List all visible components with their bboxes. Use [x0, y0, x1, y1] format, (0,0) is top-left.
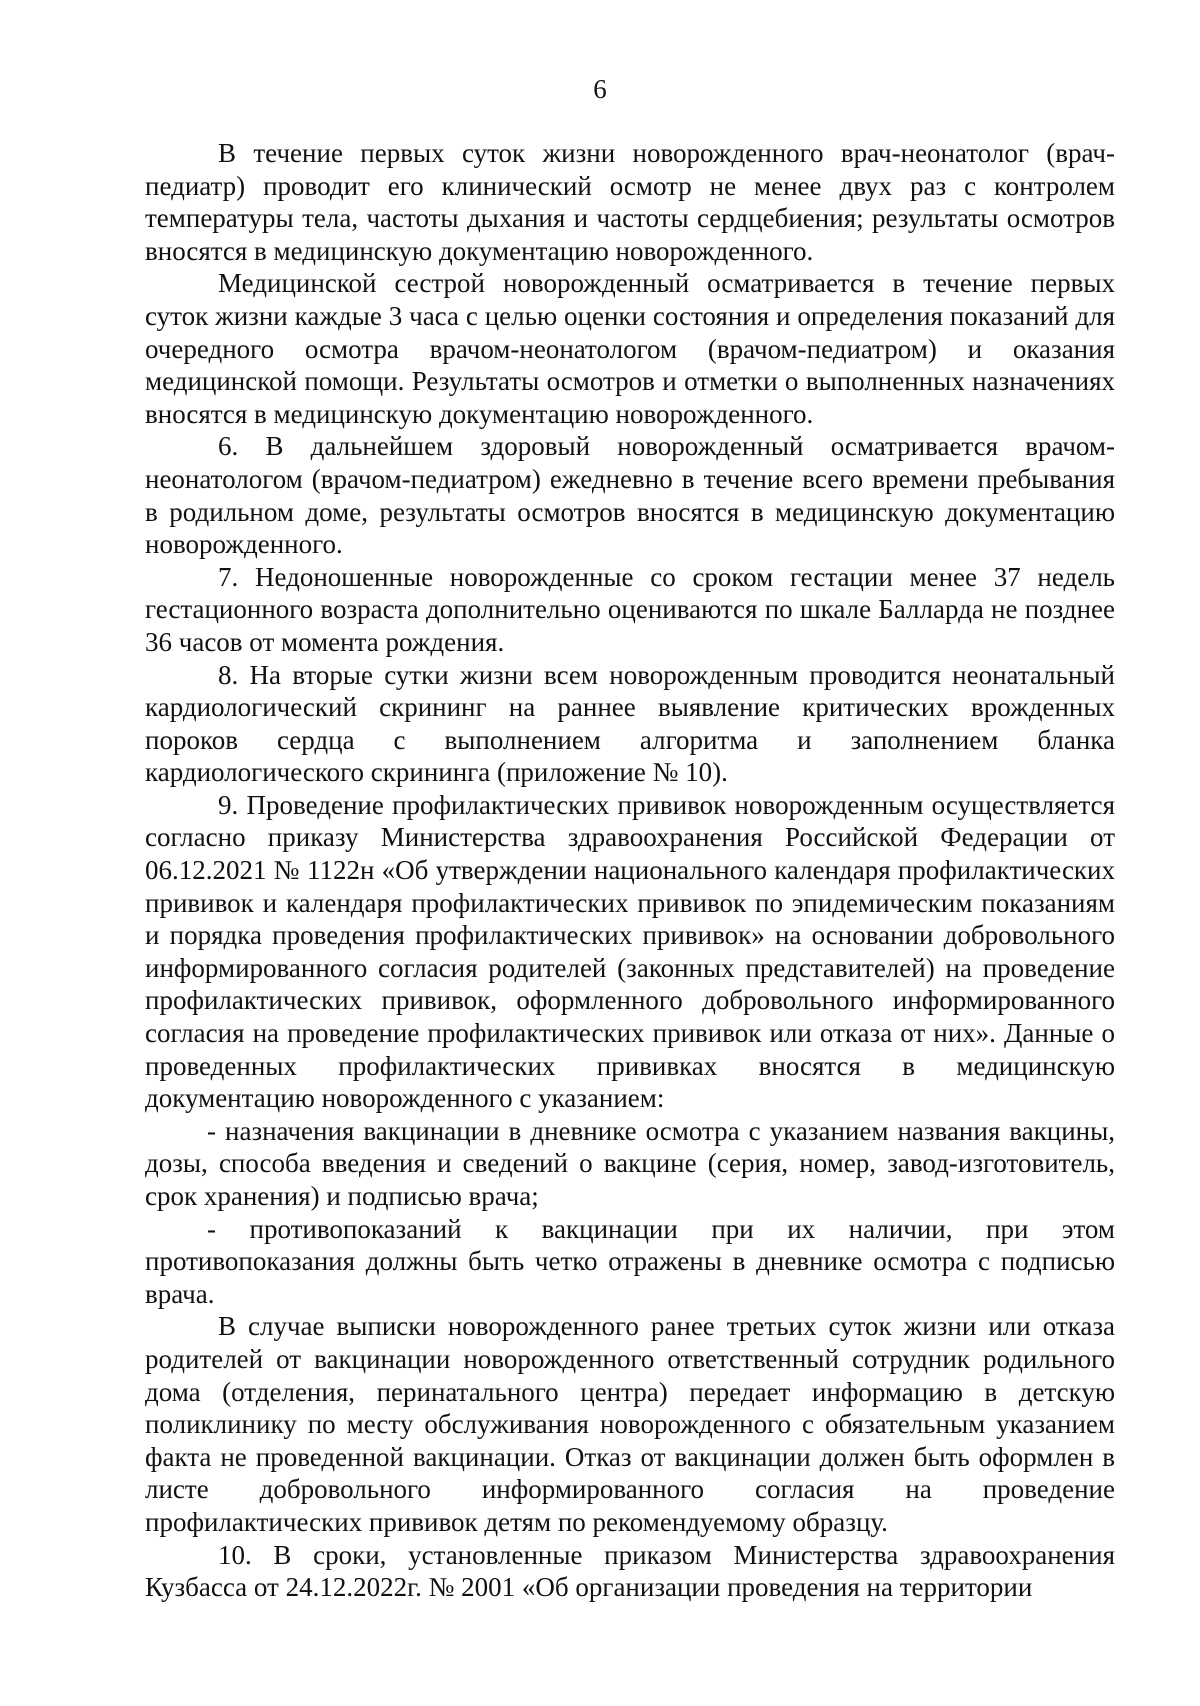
paragraph-item-7: 7. Недоношенные новорожденные со сроком гестации менее 37 недель гестационного возраста дополнительно оцениваются по шкале Балларда не позднее 36 часов от момента рождения. [145, 561, 1115, 657]
paragraph-item-8: 8. На вторые сутки жизни всем новорожденным проводится неонатальный кардиологический скрининг на раннее выявление критических врожденных пороков сердца с выполнением алгоритма и заполнением бланка кардиологического скрининга (приложение № 10). [145, 659, 1115, 788]
paragraph-nurse-exam: Медицинской сестрой новорожденный осматривается в течение первых суток жизни каждые 3 часа с целью оценки состояния и определения показаний для очередного осмотра врачом-неонатологом (врачом-педиатром) и оказания медицинской помощи. Результаты осмотров и отметки о выполненных назначениях вносятся в медицинскую документацию новорожденного. [145, 268, 1115, 429]
paragraph-item-6: 6. В дальнейшем здоровый новорожденный осматривается врачом-неонатологом (врачом-педиатром) ежедневно в течение всего времени пребывания в родильном доме, результаты осмотров вносятся в медицинскую документацию новорожденного. [145, 431, 1115, 560]
list-item-vaccination-record: - назначения вакцинации в дневнике осмотра с указанием названия вакцины, дозы, способа введения и сведений о вакцине (серия, номер, завод-изготовитель, срок хранения) и подписью врача; [145, 1115, 1115, 1211]
document-body [145, 137, 1115, 1604]
page-number: 6 [593, 74, 607, 104]
paragraph-early-discharge: В случае выписки новорожденного ранее третьих суток жизни или отказа родителей от вакцинации новорожденного ответственный сотрудник родильного дома (отделения, перинатального центра) передает информацию в детскую поликлинику по месту обслуживания новорожденного с обязательным указанием факта не проведенной вакцинации. Отказ от вакцинации должен быть оформлен в листе добровольного информированного согласия на проведение профилактических прививок детям по рекомендуемому образцу. [145, 1311, 1115, 1537]
paragraph-item-9: 9. Проведение профилактических прививок новорожденным осуществляется согласно приказу Министерства здравоохранения Российской Федерации от 06.12.2021 № 1122н «Об утверждении национального календаря профилактических прививок и календаря профилактических прививок по эпидемическим показаниям и порядка проведения профилактических прививок» на основании добровольного информированного согласия родителей (законных представителей) на проведение профилактических прививок, оформленного добровольного информированного согласия на проведение профилактических прививок или отказа от них». Данные о проведенных профилактических прививках вносятся в медицинскую документацию новорожденного с указанием: [145, 789, 1115, 1114]
list-item-contraindications: - противопоказаний к вакцинации при их наличии, при этом противопоказания должны быть четко отражены в дневнике осмотра с подписью врача. [145, 1213, 1115, 1309]
paragraph-first-day-exam: В течение первых суток жизни новорожденного врач-неонатолог (врач-педиатр) проводит его клинический осмотр не менее двух раз с контролем температуры тела, частоты дыхания и частоты сердцебиения; результаты осмотров вносятся в медицинскую документацию новорожденного. [145, 138, 1115, 266]
paragraph-item-10: 10. В сроки, установленные приказом Министерства здравоохранения Кузбасса от 24.12.2022г. № 2001 «Об организации проведения на территории [145, 1539, 1115, 1603]
